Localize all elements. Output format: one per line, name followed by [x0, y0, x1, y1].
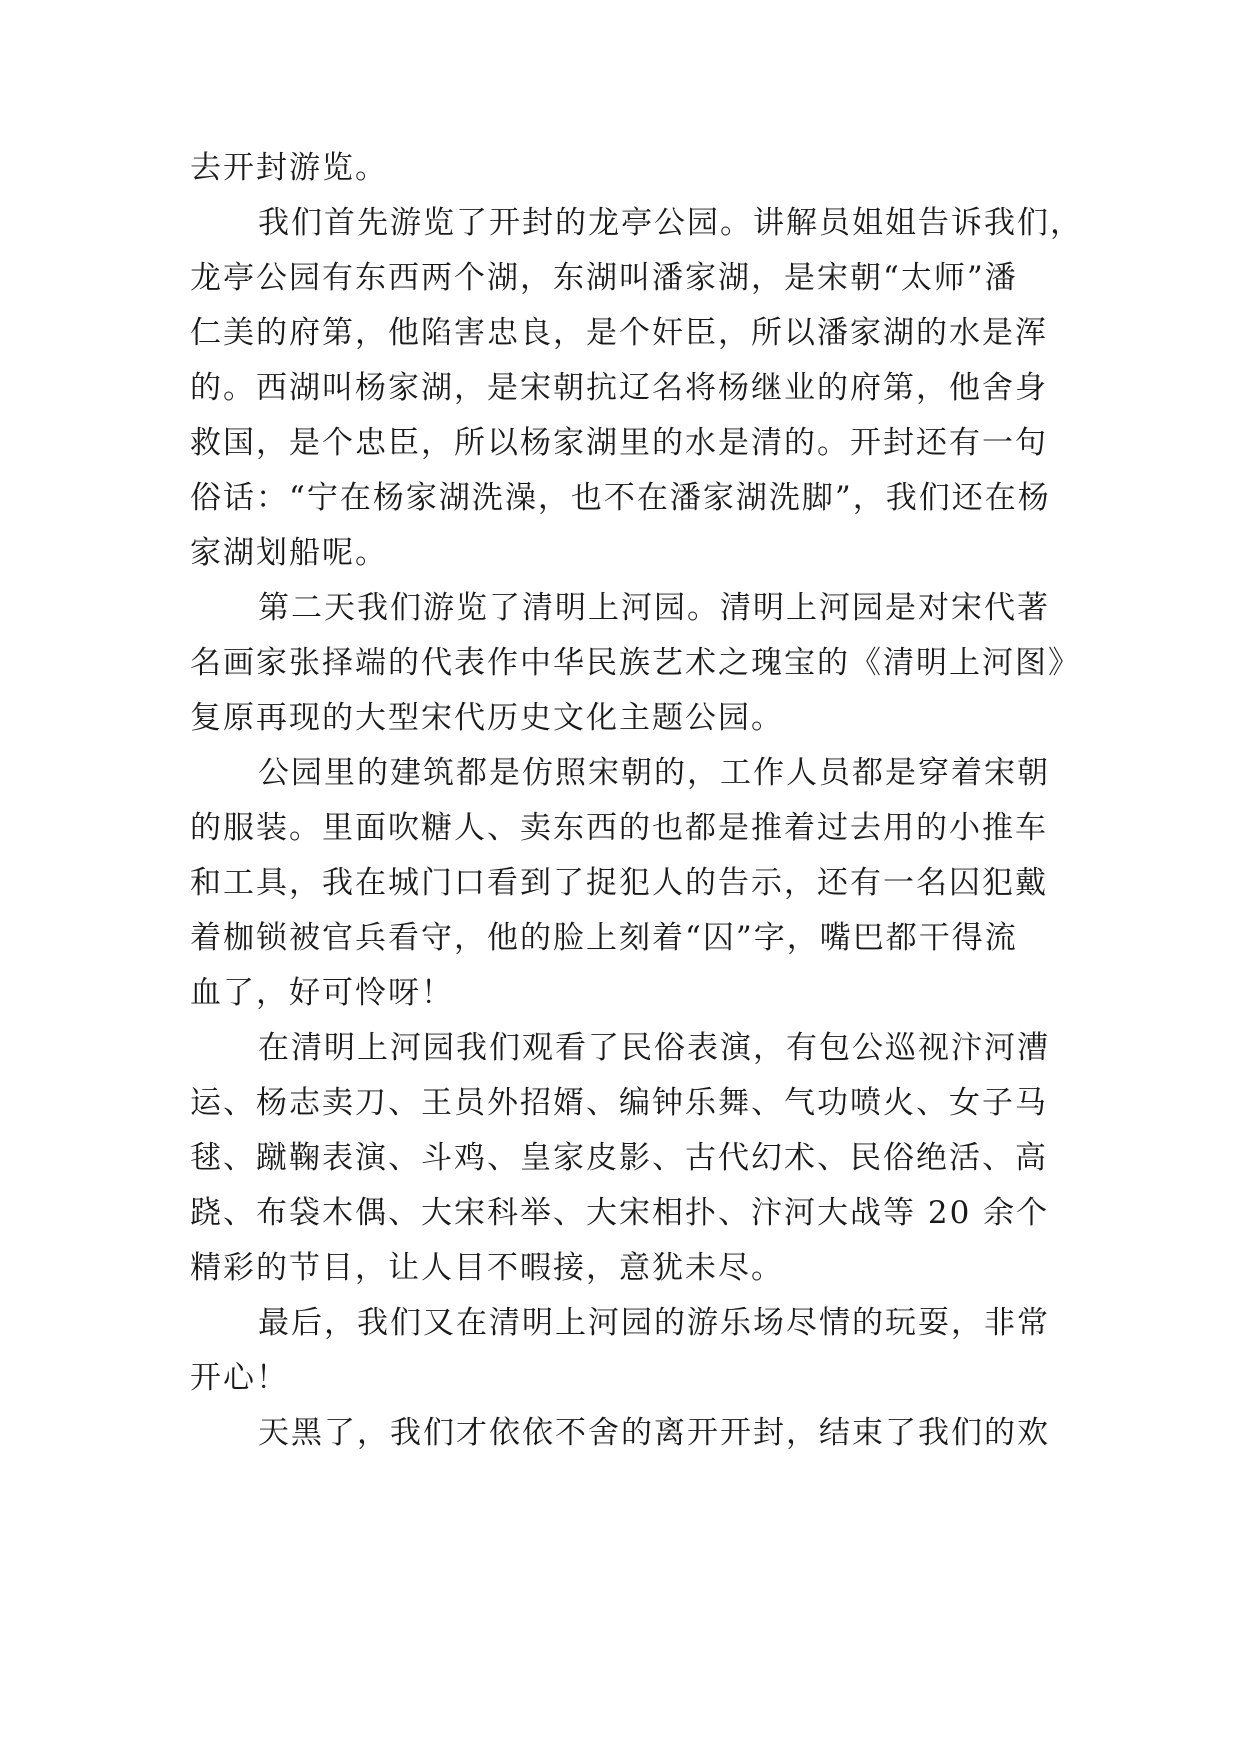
text-line: 血了，好可怜呀！	[190, 975, 454, 1011]
text-line: 毬、蹴鞠表演、斗鸡、皇家皮影、古代幻术、民俗绝活、高	[190, 1140, 1048, 1176]
text-line: 运、杨志卖刀、王员外招婿、编钟乐舞、气功喷火、女子马	[190, 1085, 1048, 1121]
text-line: 家湖划船呢。	[190, 535, 388, 571]
text-line: 俗话：“宁在杨家湖洗澡，也不在潘家湖洗脚”，我们还在杨	[190, 480, 1051, 516]
paragraph-start-line: 公园里的建筑都是仿照宋朝的，工作人员都是穿着宋朝	[258, 755, 1050, 791]
paragraph-start-line: 在清明上河园我们观看了民俗表演，有包公巡视汴河漕	[258, 1030, 1050, 1066]
text-line: 救国，是个忠臣，所以杨家湖里的水是清的。开封还有一句	[190, 425, 1048, 461]
text-line: 龙亭公园有东西两个湖，东湖叫潘家湖，是宋朝“太师”潘	[190, 260, 1018, 296]
paragraph-start-line: 第二天我们游览了清明上河园。清明上河园是对宋代著	[258, 590, 1050, 626]
paragraph-start-line: 最后，我们又在清明上河园的游乐场尽情的玩耍，非常	[258, 1305, 1050, 1341]
paragraph-start-line: 我们首先游览了开封的龙亭公园。讲解员姐姐告诉我们，	[258, 205, 1083, 241]
text-line: 跷、布袋木偶、大宋科举、大宋相扑、汴河大战等 20 余个	[190, 1195, 1050, 1231]
text-line: 和工具，我在城门口看到了捉犯人的告示，还有一名囚犯戴	[190, 865, 1048, 901]
text-line: 名画家张择端的代表作中华民族艺术之瑰宝的《清明上河图》	[190, 645, 1081, 681]
text-line: 精彩的节目，让人目不暇接，意犹未尽。	[190, 1250, 784, 1286]
text-line: 的服装。里面吹糖人、卖东西的也都是推着过去用的小推车	[190, 810, 1048, 846]
text-line: 复原再现的大型宋代历史文化主题公园。	[190, 700, 784, 736]
text-line: 的。西湖叫杨家湖，是宋朝抗辽名将杨继业的府第，他舍身	[190, 370, 1048, 406]
text-line: 开心！	[190, 1360, 289, 1396]
paragraph-start-line: 天黑了，我们才依依不舍的离开开封，结束了我们的欢	[258, 1415, 1050, 1451]
text-line: 仁美的府第，他陷害忠良，是个奸臣，所以潘家湖的水是浑	[190, 315, 1048, 351]
text-line: 着枷锁被官兵看守，他的脸上刻着“囚”字，嘴巴都干得流	[190, 920, 1018, 956]
text-line: 去开封游览。	[190, 150, 388, 186]
